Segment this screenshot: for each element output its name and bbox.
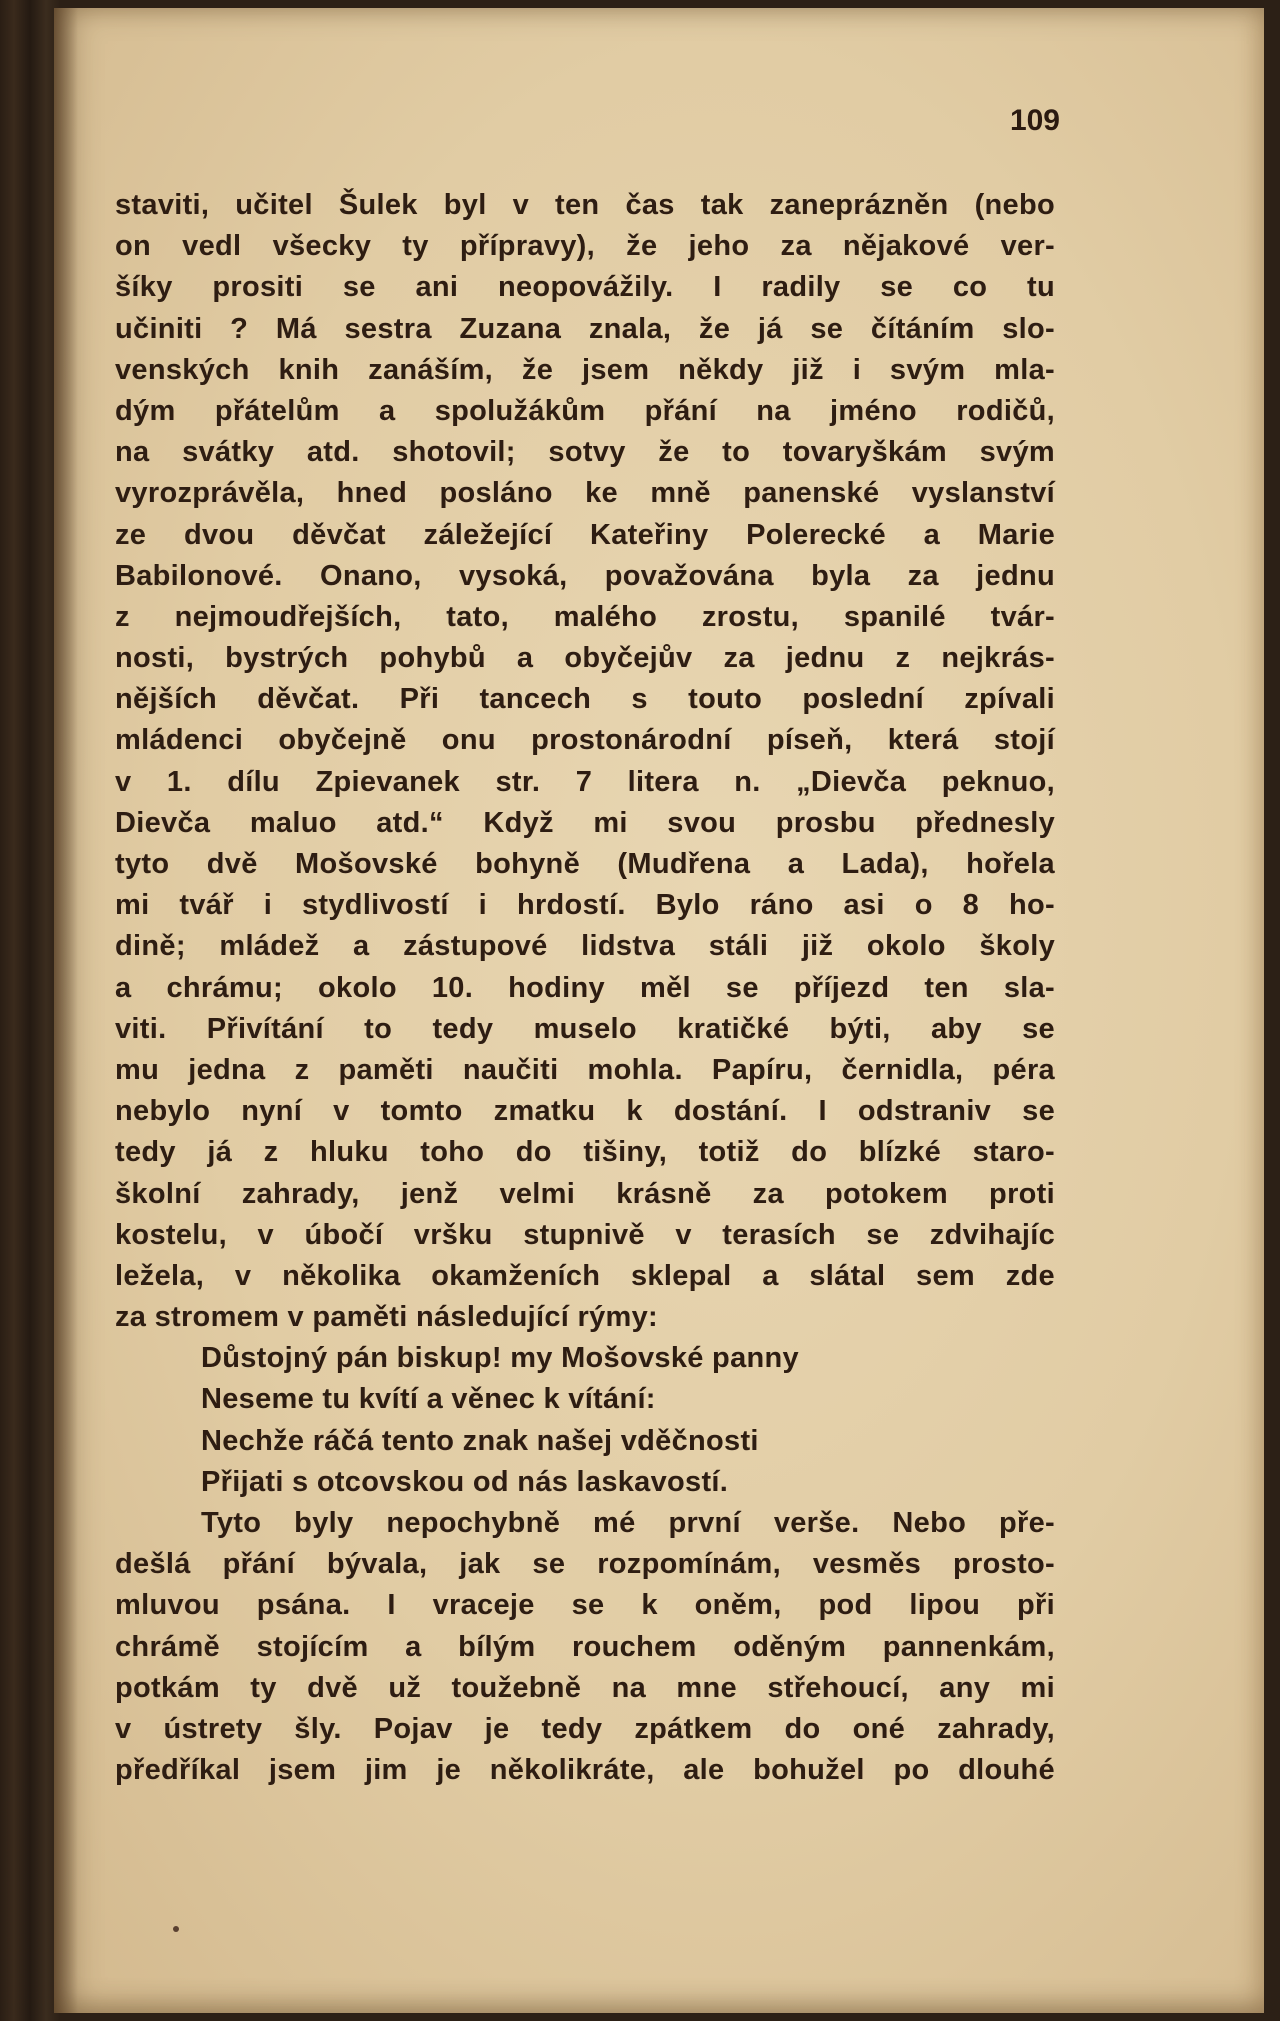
text-line: za stromem v paměti následující rýmy: (115, 1301, 658, 1334)
text-line: chrámě stojícím a bílým rouchem oděným pannenkám, (115, 1630, 1055, 1663)
text-line: mluvou psána. I vraceje se k oněm, pod lipou při (115, 1589, 1055, 1622)
text-line: Dievča maluo atd.“ Když mi svou prosbu přednesly (115, 806, 1055, 839)
text-line: on vedl všecky ty přípravy), že jeho za nějakové ver- (115, 230, 1055, 263)
text-line: dině; mládež a zástupové lidstva stáli již okolo školy (115, 930, 1055, 963)
text-line: mu jedna z paměti naučiti mohla. Papíru, černidla, péra (115, 1053, 1055, 1086)
verse-line: Neseme tu kvítí a věnec k vítání: (201, 1383, 656, 1416)
text-line: předříkal jsem jim je několikráte, ale bohužel po dlouhé (115, 1754, 1055, 1787)
text-line: tyto dvě Mošovské bohyně (Mudřena a Lada), hořela (115, 848, 1055, 880)
page-number: 109 (1009, 104, 1060, 137)
text-line: na svátky atd. shotovil; sotvy že to tovaryškám svým (115, 436, 1055, 469)
text-line: vyrozprávěla, hned posláno ke mně panenské vyslanství (115, 477, 1055, 510)
verse-line: Důstojný pán biskup! my Mošovské panny (201, 1342, 799, 1375)
text-line: šíky prositi se ani neopovážily. I radily se co tu (115, 271, 1055, 304)
text-line: nějších děvčat. Při tancech s touto poslední zpívali (115, 683, 1055, 716)
text-line: mi tvář i stydlivostí i hrdostí. Bylo ráno asi o 8 ho- (115, 889, 1055, 922)
verse-line: Přijati s otcovskou od nás laskavostí. (201, 1465, 729, 1498)
text-line: dým přátelům a spolužákům přání na jméno rodičů, (115, 394, 1055, 427)
text-line: potkám ty dvě už toužebně na mne střehoucí, any mi (115, 1671, 1055, 1704)
text-line: a chrámu; okolo 10. hodiny měl se příjezd ten sla- (115, 971, 1055, 1004)
text-line: staviti, učitel Šulek byl v ten čas tak zaneprázněn (nebo (115, 189, 1055, 221)
text-line: školní zahrady, jenž velmi krásně za potokem proti (115, 1177, 1055, 1210)
text-line: tedy já z hluku toho do tišiny, totiž do blízké staro- (115, 1136, 1055, 1169)
text-line: učiniti ? Má sestra Zuzana znala, že já se čítáním slo- (115, 312, 1055, 345)
text-line: ze dvou děvčat záležející Kateřiny Polerecké a Marie (115, 518, 1055, 551)
text-line: Babilonové. Onano, vysoká, považována byla za jednu (115, 559, 1055, 592)
ink-dot-mark (173, 1926, 179, 1932)
verse-line: Nechže ráčá tento znak našej vděčnosti (201, 1424, 759, 1457)
text-line: v 1. dílu Zpievanek str. 7 litera n. „Dievča peknuo, (115, 765, 1055, 798)
text-line: Tyto byly nepochybně mé první verše. Nebo pře- (201, 1507, 1055, 1539)
text-line: viti. Přivítání to tedy muselo kratičké býti, aby se (115, 1012, 1055, 1045)
text-line: v ústrety šly. Pojav je tedy zpátkem do oné zahrady, (115, 1712, 1055, 1745)
text-line: nebylo nyní v tomto zmatku k dostání. I odstraniv se (115, 1095, 1055, 1128)
body-text (115, 185, 1055, 1791)
text-line: ležela, v několika okamženích sklepal a slátal sem zde (115, 1259, 1055, 1292)
page-gutter-shadow (54, 8, 78, 2013)
text-line: dešlá přání bývala, jak se rozpomínám, vesměs prosto- (115, 1548, 1055, 1581)
text-line: venských knih zanáším, že jsem někdy již i svým mla- (115, 353, 1055, 386)
text-line: z nejmoudřejších, tato, malého zrostu, spanilé tvár- (115, 600, 1055, 633)
text-line: nosti, bystrých pohybů a obyčejův za jednu z nejkrás- (115, 642, 1055, 675)
text-line: kostelu, v úbočí vršku stupnivě v terasích se zdvihajíc (115, 1218, 1055, 1251)
text-line: mládenci obyčejně onu prostonárodní píseň, která stojí (115, 724, 1055, 757)
